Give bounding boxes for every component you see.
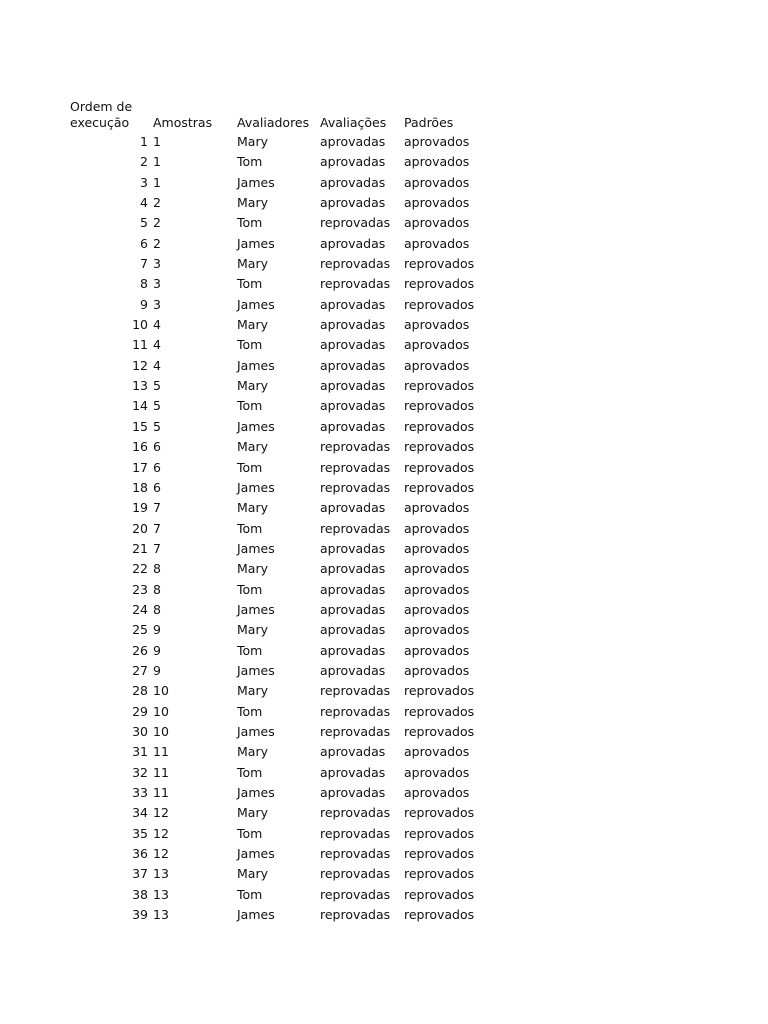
cell-padrao: reprovados xyxy=(404,418,475,434)
cell-amostra: 9 xyxy=(153,622,161,638)
cell-padrao: reprovados xyxy=(404,256,475,272)
header-ordem-line1: Ordem de xyxy=(70,99,133,114)
cell-avaliacao: reprovadas xyxy=(320,215,391,231)
cell-ordem: 37 xyxy=(132,866,148,882)
cell-padrao: reprovados xyxy=(404,683,475,699)
cell-padrao: aprovados xyxy=(404,154,470,170)
cell-avaliador: James xyxy=(237,540,275,556)
table-row xyxy=(0,132,768,152)
table-row xyxy=(0,600,768,620)
table-body xyxy=(0,132,768,925)
cell-avaliador: Tom xyxy=(237,825,263,841)
cell-amostra: 8 xyxy=(153,561,161,577)
cell-avaliacao: reprovadas xyxy=(320,723,391,739)
cell-amostra: 13 xyxy=(153,907,169,923)
table-row xyxy=(0,234,768,254)
cell-padrao: aprovados xyxy=(404,622,470,638)
cell-ordem: 25 xyxy=(132,622,148,638)
cell-amostra: 9 xyxy=(153,642,161,658)
table-row xyxy=(0,437,768,457)
cell-padrao: reprovados xyxy=(404,846,475,862)
cell-padrao: aprovados xyxy=(404,317,470,333)
table-row xyxy=(0,742,768,762)
cell-ordem: 3 xyxy=(140,174,148,190)
cell-ordem: 6 xyxy=(140,235,148,251)
cell-avaliacao: reprovadas xyxy=(320,886,391,902)
table-row xyxy=(0,274,768,294)
header-amostras: Amostras xyxy=(153,115,213,130)
cell-ordem: 10 xyxy=(132,317,148,333)
cell-padrao: reprovados xyxy=(404,703,475,719)
cell-amostra: 6 xyxy=(153,479,161,495)
cell-padrao: aprovados xyxy=(404,337,470,353)
cell-avaliador: James xyxy=(237,296,275,312)
cell-avaliacao: aprovadas xyxy=(320,337,386,353)
cell-avaliador: Mary xyxy=(237,744,268,760)
cell-padrao: reprovados xyxy=(404,866,475,882)
cell-avaliador: Mary xyxy=(237,195,268,211)
cell-padrao: aprovados xyxy=(404,520,470,536)
cell-amostra: 8 xyxy=(153,581,161,597)
table-row xyxy=(0,844,768,864)
table-row xyxy=(0,580,768,600)
cell-padrao: aprovados xyxy=(404,357,470,373)
cell-avaliacao: aprovadas xyxy=(320,174,386,190)
cell-avaliacao: aprovadas xyxy=(320,581,386,597)
cell-padrao: reprovados xyxy=(404,296,475,312)
cell-avaliador: James xyxy=(237,723,275,739)
cell-avaliador: Tom xyxy=(237,154,263,170)
cell-amostra: 8 xyxy=(153,601,161,617)
cell-avaliacao: reprovadas xyxy=(320,479,391,495)
cell-amostra: 12 xyxy=(153,825,169,841)
cell-avaliacao: aprovadas xyxy=(320,662,386,678)
cell-avaliacao: reprovadas xyxy=(320,256,391,272)
cell-amostra: 12 xyxy=(153,846,169,862)
cell-padrao: aprovados xyxy=(404,662,470,678)
cell-ordem: 14 xyxy=(132,398,148,414)
cell-ordem: 28 xyxy=(132,683,148,699)
cell-ordem: 32 xyxy=(132,764,148,780)
cell-avaliador: James xyxy=(237,785,275,800)
cell-avaliador: Tom xyxy=(237,886,263,902)
cell-padrao: aprovados xyxy=(404,561,470,577)
cell-avaliacao: aprovadas xyxy=(320,378,386,394)
cell-avaliador: Mary xyxy=(237,134,268,149)
table-row xyxy=(0,396,768,416)
cell-padrao: reprovados xyxy=(404,723,475,739)
cell-amostra: 1 xyxy=(153,154,161,170)
cell-avaliacao: aprovadas xyxy=(320,744,386,760)
table-row xyxy=(0,661,768,681)
cell-amostra: 2 xyxy=(153,195,161,211)
table-row xyxy=(0,478,768,498)
table-row xyxy=(0,376,768,396)
table-row xyxy=(0,722,768,742)
cell-padrao: aprovados xyxy=(404,601,470,617)
table-row xyxy=(0,458,768,478)
table-row xyxy=(0,173,768,193)
cell-padrao: aprovados xyxy=(404,174,470,190)
table-row xyxy=(0,905,768,925)
cell-avaliacao: aprovadas xyxy=(320,195,386,211)
cell-avaliador: James xyxy=(237,174,275,190)
cell-ordem: 26 xyxy=(132,642,148,658)
cell-ordem: 4 xyxy=(140,195,148,211)
table-row xyxy=(0,641,768,661)
cell-avaliador: Mary xyxy=(237,683,268,699)
cell-amostra: 4 xyxy=(153,337,161,353)
cell-amostra: 7 xyxy=(153,500,161,516)
cell-avaliacao: aprovadas xyxy=(320,764,386,780)
cell-amostra: 13 xyxy=(153,886,169,902)
cell-ordem: 8 xyxy=(140,276,148,292)
cell-avaliador: James xyxy=(237,357,275,373)
table-row xyxy=(0,498,768,518)
cell-ordem: 13 xyxy=(132,378,148,394)
cell-amostra: 3 xyxy=(153,256,161,272)
cell-amostra: 1 xyxy=(153,134,161,149)
cell-avaliacao: aprovadas xyxy=(320,154,386,170)
cell-ordem: 5 xyxy=(140,215,148,231)
cell-amostra: 3 xyxy=(153,276,161,292)
cell-amostra: 9 xyxy=(153,662,161,678)
cell-padrao: reprovados xyxy=(404,398,475,414)
cell-ordem: 31 xyxy=(132,744,148,760)
header-padroes: Padrões xyxy=(404,115,454,130)
cell-avaliacao: aprovadas xyxy=(320,561,386,577)
cell-avaliacao: aprovadas xyxy=(320,622,386,638)
cell-ordem: 33 xyxy=(132,785,148,800)
cell-avaliacao: reprovadas xyxy=(320,825,391,841)
cell-ordem: 16 xyxy=(132,439,148,455)
cell-avaliacao: reprovadas xyxy=(320,520,391,536)
cell-avaliacao: aprovadas xyxy=(320,642,386,658)
cell-avaliador: Tom xyxy=(237,520,263,536)
cell-avaliacao: reprovadas xyxy=(320,866,391,882)
cell-avaliador: James xyxy=(237,479,275,495)
cell-avaliacao: aprovadas xyxy=(320,601,386,617)
cell-avaliacao: reprovadas xyxy=(320,439,391,455)
cell-avaliacao: aprovadas xyxy=(320,296,386,312)
cell-amostra: 6 xyxy=(153,439,161,455)
cell-padrao: aprovados xyxy=(404,744,470,760)
cell-avaliador: James xyxy=(237,235,275,251)
cell-avaliador: Tom xyxy=(237,215,263,231)
header-avaliadores: Avaliadores xyxy=(237,115,310,130)
cell-padrao: reprovados xyxy=(404,439,475,455)
header-avaliacoes: Avaliações xyxy=(320,115,387,130)
cell-ordem: 12 xyxy=(132,357,148,373)
cell-avaliacao: reprovadas xyxy=(320,683,391,699)
cell-padrao: aprovados xyxy=(404,581,470,597)
cell-avaliacao: reprovadas xyxy=(320,907,391,923)
cell-padrao: aprovados xyxy=(404,642,470,658)
cell-avaliacao: aprovadas xyxy=(320,418,386,434)
cell-avaliacao: reprovadas xyxy=(320,703,391,719)
table-header xyxy=(0,97,768,133)
cell-avaliador: Tom xyxy=(237,642,263,658)
cell-ordem: 20 xyxy=(132,520,148,536)
cell-avaliador: Mary xyxy=(237,866,268,882)
cell-padrao: aprovados xyxy=(404,785,470,800)
cell-amostra: 13 xyxy=(153,866,169,882)
cell-ordem: 30 xyxy=(132,723,148,739)
cell-avaliador: James xyxy=(237,601,275,617)
cell-ordem: 22 xyxy=(132,561,148,577)
cell-padrao: reprovados xyxy=(404,805,475,821)
cell-amostra: 6 xyxy=(153,459,161,475)
cell-avaliador: Tom xyxy=(237,703,263,719)
table-row xyxy=(0,315,768,335)
cell-amostra: 7 xyxy=(153,520,161,536)
table-row xyxy=(0,193,768,213)
cell-padrao: aprovados xyxy=(404,134,470,149)
table-row xyxy=(0,539,768,559)
table-row xyxy=(0,681,768,701)
cell-avaliador: Mary xyxy=(237,805,268,821)
cell-amostra: 10 xyxy=(153,723,169,739)
cell-ordem: 23 xyxy=(132,581,148,597)
header-ordem-line2: execução xyxy=(70,115,130,130)
cell-amostra: 10 xyxy=(153,703,169,719)
cell-amostra: 2 xyxy=(153,235,161,251)
cell-amostra: 2 xyxy=(153,215,161,231)
cell-avaliador: Tom xyxy=(237,581,263,597)
cell-amostra: 10 xyxy=(153,683,169,699)
table-row xyxy=(0,885,768,905)
cell-padrao: aprovados xyxy=(404,235,470,251)
cell-padrao: reprovados xyxy=(404,907,475,923)
cell-padrao: aprovados xyxy=(404,215,470,231)
cell-amostra: 3 xyxy=(153,296,161,312)
cell-avaliador: Mary xyxy=(237,256,268,272)
header-ordem-de-execucao xyxy=(70,99,150,131)
cell-ordem: 17 xyxy=(132,459,148,475)
cell-avaliador: Mary xyxy=(237,561,268,577)
cell-avaliacao: aprovadas xyxy=(320,235,386,251)
cell-ordem: 18 xyxy=(132,479,148,495)
cell-avaliacao: reprovadas xyxy=(320,805,391,821)
cell-ordem: 15 xyxy=(132,418,148,434)
cell-avaliacao: aprovadas xyxy=(320,398,386,414)
cell-ordem: 11 xyxy=(132,337,148,353)
cell-ordem: 1 xyxy=(140,134,148,149)
cell-avaliador: James xyxy=(237,662,275,678)
table-row xyxy=(0,803,768,823)
cell-ordem: 7 xyxy=(140,256,148,272)
cell-ordem: 19 xyxy=(132,500,148,516)
table-row xyxy=(0,864,768,884)
cell-avaliador: Tom xyxy=(237,764,263,780)
cell-avaliador: Mary xyxy=(237,439,268,455)
cell-amostra: 11 xyxy=(153,785,169,800)
cell-ordem: 9 xyxy=(140,296,148,312)
cell-padrao: reprovados xyxy=(404,378,475,394)
cell-avaliacao: aprovadas xyxy=(320,540,386,556)
cell-amostra: 11 xyxy=(153,744,169,760)
table-row xyxy=(0,356,768,376)
table-row xyxy=(0,559,768,579)
cell-padrao: aprovados xyxy=(404,500,470,516)
cell-amostra: 5 xyxy=(153,418,161,434)
cell-avaliador: Mary xyxy=(237,317,268,333)
cell-avaliacao: reprovadas xyxy=(320,276,391,292)
cell-ordem: 27 xyxy=(132,662,148,678)
table-row xyxy=(0,152,768,172)
table-row xyxy=(0,783,768,803)
table-row xyxy=(0,213,768,233)
cell-amostra: 1 xyxy=(153,174,161,190)
cell-ordem: 36 xyxy=(132,846,148,862)
cell-amostra: 4 xyxy=(153,357,161,373)
cell-ordem: 29 xyxy=(132,703,148,719)
cell-avaliador: James xyxy=(237,907,275,923)
cell-avaliacao: aprovadas xyxy=(320,500,386,516)
cell-avaliador: Mary xyxy=(237,378,268,394)
cell-avaliacao: aprovadas xyxy=(320,134,386,149)
cell-ordem: 34 xyxy=(132,805,148,821)
table-row xyxy=(0,824,768,844)
cell-avaliador: James xyxy=(237,418,275,434)
cell-padrao: reprovados xyxy=(404,886,475,902)
cell-padrao: reprovados xyxy=(404,276,475,292)
cell-amostra: 12 xyxy=(153,805,169,821)
table-row xyxy=(0,702,768,722)
cell-avaliacao: aprovadas xyxy=(320,317,386,333)
cell-amostra: 5 xyxy=(153,378,161,394)
cell-avaliador: Mary xyxy=(237,500,268,516)
cell-padrao: reprovados xyxy=(404,825,475,841)
cell-padrao: reprovados xyxy=(404,479,475,495)
cell-avaliacao: reprovadas xyxy=(320,846,391,862)
cell-padrao: aprovados xyxy=(404,540,470,556)
cell-ordem: 35 xyxy=(132,825,148,841)
cell-padrao: aprovados xyxy=(404,195,470,211)
cell-avaliador: Tom xyxy=(237,398,263,414)
cell-amostra: 5 xyxy=(153,398,161,414)
table-row xyxy=(0,620,768,640)
cell-avaliador: Mary xyxy=(237,622,268,638)
table-row xyxy=(0,417,768,437)
table-row xyxy=(0,254,768,274)
cell-avaliacao: aprovadas xyxy=(320,785,386,800)
cell-ordem: 39 xyxy=(132,907,148,923)
cell-avaliador: Tom xyxy=(237,459,263,475)
cell-avaliacao: aprovadas xyxy=(320,357,386,373)
cell-padrao: reprovados xyxy=(404,459,475,475)
cell-padrao: aprovados xyxy=(404,764,470,780)
table-row xyxy=(0,335,768,355)
cell-ordem: 24 xyxy=(132,601,148,617)
cell-avaliador: Tom xyxy=(237,337,263,353)
cell-ordem: 21 xyxy=(132,540,148,556)
table-row xyxy=(0,519,768,539)
table-row xyxy=(0,763,768,783)
table-row xyxy=(0,295,768,315)
cell-amostra: 11 xyxy=(153,764,169,780)
cell-avaliador: James xyxy=(237,846,275,862)
cell-avaliador: Tom xyxy=(237,276,263,292)
cell-amostra: 4 xyxy=(153,317,161,333)
cell-ordem: 38 xyxy=(132,886,148,902)
cell-amostra: 7 xyxy=(153,540,161,556)
cell-avaliacao: reprovadas xyxy=(320,459,391,475)
cell-ordem: 2 xyxy=(140,154,148,170)
